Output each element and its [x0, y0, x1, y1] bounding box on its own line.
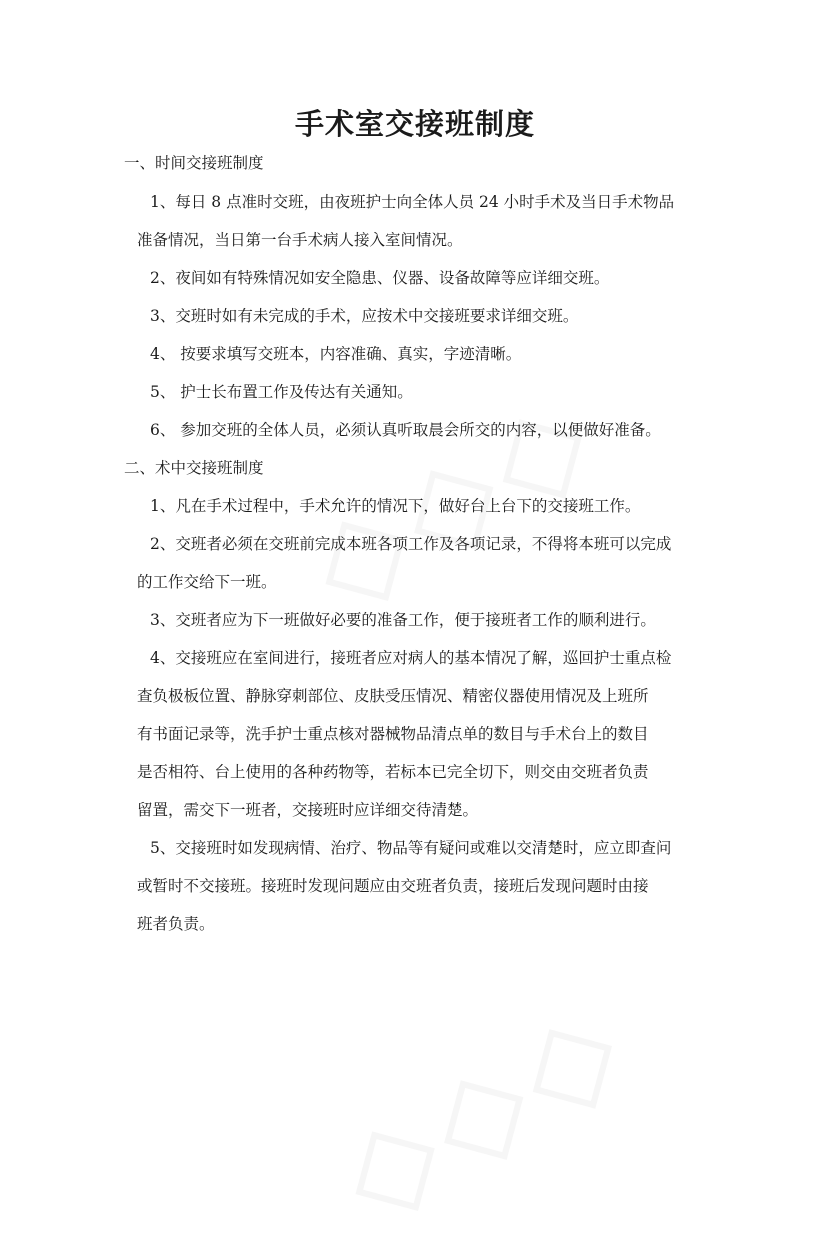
- list-item-line: 有书面记录等，洗手护士重点核对器械物品清点单的数目与手术台上的数目: [137, 725, 649, 743]
- list-item-line: 5、交接班时如发现病情、治疗、物品等有疑问或难以交清楚时，应立即查问: [150, 839, 672, 857]
- list-item-line: 1、凡在手术过程中，手术允许的情况下，做好台上台下的交接班工作。: [150, 497, 641, 515]
- list-item-line: 查负极板位置、静脉穿刺部位、皮肤受压情况、精密仪器使用情况及上班所: [137, 687, 649, 705]
- watermark: [316, 973, 651, 1246]
- list-item-line: 6、 参加交班的全体人员，必须认真听取晨会所交的内容，以便做好准备。: [150, 421, 661, 439]
- list-item-line: 2、交班者必须在交班前完成本班各项工作及各项记录，不得将本班可以完成: [150, 535, 672, 553]
- list-item-line: 3、交班时如有未完成的手术，应按术中交接班要求详细交班。: [150, 307, 579, 325]
- list-item-line: 准备情况，当日第一台手术病人接入室间情况。: [137, 231, 463, 249]
- list-item-line: 或暂时不交接班。接班时发现问题应由交班者负责，接班后发现问题时由接: [137, 877, 649, 895]
- list-item-line: 4、交接班应在室间进行，接班者应对病人的基本情况了解，巡回护士重点检: [150, 649, 672, 667]
- list-item-line: 2、夜间如有特殊情况如安全隐患、仪器、设备故障等应详细交班。: [150, 269, 610, 287]
- section-heading-intraop-handover: 二、术中交接班制度: [124, 459, 264, 477]
- list-item-line: 5、 护士长布置工作及传达有关通知。: [150, 383, 413, 401]
- list-item-line: 留置，需交下一班者，交接班时应详细交待清楚。: [137, 801, 479, 819]
- list-item-line: 1、每日 8 点准时交班，由夜班护士向全体人员 24 小时手术及当日手术物品: [150, 193, 675, 211]
- list-item-line: 是否相符、台上使用的各种药物等，若标本已完全切下，则交由交班者负责: [137, 763, 649, 781]
- section-heading-time-handover: 一、时间交接班制度: [124, 154, 264, 172]
- page-title: 手术室交接班制度: [294, 107, 535, 141]
- list-item-line: 班者负责。: [137, 915, 215, 933]
- list-item-line: 4、 按要求填写交班本，内容准确、真实，字迹清晰。: [150, 345, 522, 363]
- list-item-line: 的工作交给下一班。: [137, 573, 277, 591]
- list-item-line: 3、交班者应为下一班做好必要的准备工作，便于接班者工作的顺利进行。: [150, 611, 656, 629]
